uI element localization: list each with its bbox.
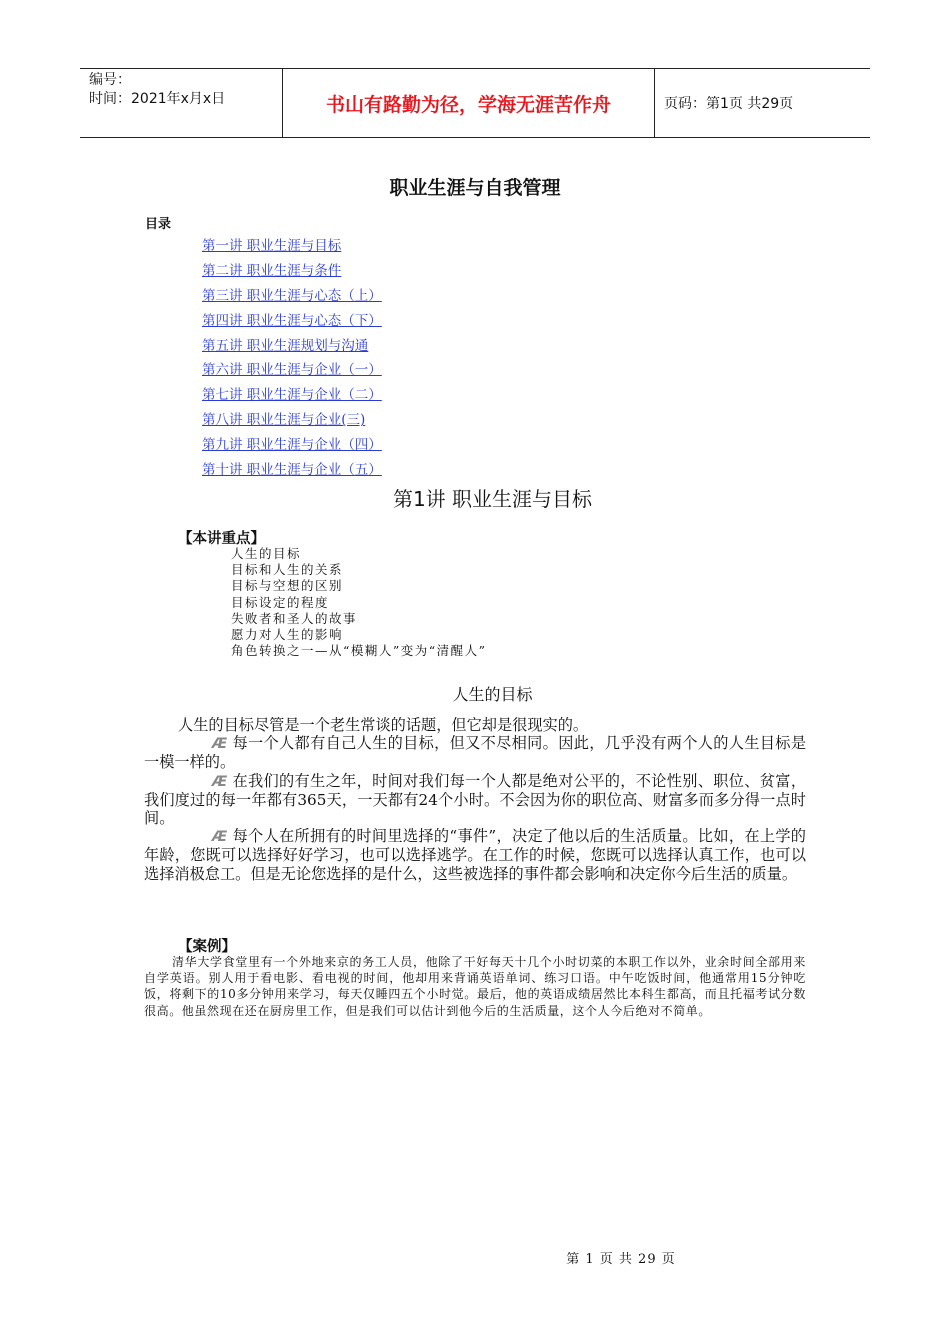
toc-item — [202, 311, 382, 336]
table-of-contents — [202, 236, 382, 485]
case-text: 清华大学食堂里有一个外地来京的务工人员，他除了干好每天十几个小时切菜的本职工作以外，业余时间全部用来自学英语。别人用于看电影、看电视的时间，他却用来背诵英语单词、练习口语。中午吃饭时间，他通常用15分钟吃饭，将剩下的10多分钟用来学习，每天仅睡四五个小时觉。最后，他的英语成绩居然比本科生都高，而且托福考试分数很高。他虽然现在还在厨房里工作，但是我们可以估计到他今后的生活质量，这个人今后绝对不简单。 — [144, 955, 806, 1018]
toc-item — [202, 336, 382, 361]
header-meta — [80, 69, 282, 137]
toc-link-10[interactable]: 第十讲 职业生涯与企业（五） — [202, 462, 382, 479]
toc-item — [202, 460, 382, 485]
toc-link-5[interactable]: 第五讲 职业生涯规划与沟通 — [202, 337, 369, 354]
focus-item: 目标设定的程度 — [231, 594, 330, 610]
toc-link-4[interactable]: 第四讲 职业生涯与心态（下） — [202, 312, 382, 329]
toc-item — [202, 410, 382, 435]
toc-link-2[interactable]: 第二讲 职业生涯与条件 — [202, 262, 342, 279]
bullet-marker-icon: Æ — [212, 736, 227, 753]
toc-link-3[interactable]: 第三讲 职业生涯与心态（上） — [202, 287, 382, 304]
bullet-marker-icon: Æ — [212, 773, 227, 790]
toc-item — [202, 435, 382, 460]
section-intro: 人生的目标尽管是一个老生常谈的话题，但它却是很现实的。 — [178, 716, 589, 734]
focus-list — [231, 546, 487, 659]
toc-item — [202, 360, 382, 385]
focus-label: 【本讲重点】 — [178, 531, 265, 547]
document-number-label: 编号： — [89, 72, 131, 88]
section-body — [144, 716, 806, 883]
bullet-text: 在我们的有生之年，时间对我们每一个人都是绝对公平的，不论性别、职位、贫富，我们度过的每一年都有365天，一天都有24个小时。不会因为你的职位高、财富多而多分得一点时间。 — [144, 771, 806, 828]
header-page-info: 页码：第1页 共29页 — [664, 96, 794, 112]
bullet-marker-icon: Æ — [212, 829, 227, 846]
section-title: 人生的目标 — [452, 685, 533, 704]
bullet-paragraph — [144, 734, 806, 771]
case-label: 【案例】 — [178, 939, 236, 955]
document-title: 职业生涯与自我管理 — [389, 177, 561, 199]
bullet-paragraph — [144, 827, 806, 883]
page-header — [80, 68, 870, 138]
bullet-paragraph — [144, 772, 806, 828]
focus-item: 人生的目标 — [231, 546, 302, 561]
toc-item — [202, 385, 382, 410]
toc-link-1[interactable]: 第一讲 职业生涯与目标 — [202, 238, 342, 254]
page-footer: 第 1 页 共 29 页 — [566, 1252, 676, 1267]
bullet-text: 每一个人都有自己人生的目标，但又不尽相同。因此，几乎没有两个人的人生目标是一模一样的。 — [144, 734, 806, 772]
focus-item: 失败者和圣人的故事 — [231, 610, 358, 626]
toc-item — [202, 236, 382, 261]
toc-item — [202, 261, 382, 286]
header-motto: 书山有路勤为径，学海无涯苦作舟 — [282, 69, 655, 137]
toc-label: 目录 — [145, 217, 172, 232]
toc-item — [202, 286, 382, 311]
document-date: 时间：2021年x月x日 — [89, 91, 226, 107]
toc-link-7[interactable]: 第七讲 职业生涯与企业（二） — [202, 387, 382, 404]
toc-link-8[interactable]: 第八讲 职业生涯与企业(三) — [202, 412, 366, 429]
toc-link-9[interactable]: 第九讲 职业生涯与企业（四） — [202, 437, 382, 454]
bullet-text: 每个人在所拥有的时间里选择的“事件”，决定了他以后的生活质量。比如，在上学的年龄，您既可以选择好好学习，也可以选择逃学。在工作的时候，您既可以选择认真工作，也可以选择消极怠工。但是无论您选择的是什么，这些被选择的事件都会影响和决定你今后生活的质量。 — [144, 827, 806, 883]
lecture-title: 第1讲 职业生涯与目标 — [392, 487, 593, 511]
toc-link-6[interactable]: 第六讲 职业生涯与企业（一） — [202, 362, 382, 379]
focus-item: 目标和人生的关系 — [231, 562, 344, 578]
focus-item: 角色转换之一—从“模糊人”变为“清醒人” — [231, 643, 487, 659]
focus-item: 目标与空想的区别 — [231, 578, 344, 594]
focus-item: 愿力对人生的影响 — [231, 626, 344, 642]
